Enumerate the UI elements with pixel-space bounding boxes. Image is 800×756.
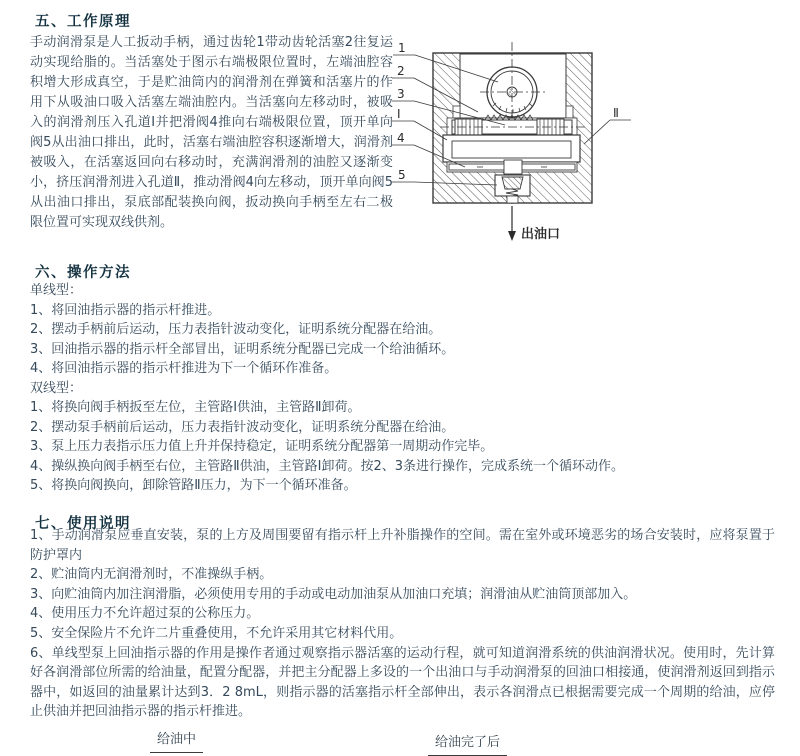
section6-heading: 六、操作方法 (35, 265, 131, 281)
usage-item: 6、单线型泵上回油指示器的作用是操作者通过观察指示器活塞的运动行程，就可知道润滑系统的供油润滑状况。使用时，先计算好各润滑部位所需的给油量，配置分配器，并把主分配器上多设的一个出油口与手动润滑泵的回油口相接通，使润滑剂返回到指示器中，如返回的油量累计达到3．2 8mL，则指示器的活塞指示杆全部伸出，表示各润滑点已根据需要完成一个周期的给油，应停止供油并把回油指示器的指示杆推进。 (30, 645, 775, 720)
part-label-3: 3 (397, 87, 405, 101)
outlet-arrow-head (508, 231, 516, 241)
part-label-1: 1 (398, 41, 406, 55)
usage-item: 4、使用压力不允许超过泵的公称压力。 (30, 606, 260, 622)
outlet-passage (507, 196, 518, 203)
double-type-label: 双线型： (30, 380, 83, 396)
caption-oiling-finished: 给油完了后 (428, 731, 507, 756)
usage-item: 1、手动润滑泵应垂直安装，泵的上方及周围要留有指示杆上升补脂操作的空间。需在室外或环境恶劣的场合安装时，应将泵置于防护罩内 (30, 528, 775, 563)
usage-item: 2、贮油筒内无润滑剂时，不准操纵手柄。 (30, 567, 273, 583)
part-label-I: Ⅰ (397, 107, 401, 121)
outlet-label: 出油口 (521, 227, 561, 242)
single-item: 3、回油指示器的指示杆全部冒出，证明系统分配器已完成一个给油循环。 (30, 341, 455, 357)
slide-valve-center-block (504, 160, 522, 174)
section5-body: 手动润滑泵是人工扳动手柄，通过齿轮1带动齿轮活塞2往复运动实现给脂的。当活塞处于图示右端极限位置时，左端油腔容积增大形成真空，于是贮油筒内的润滑剂在弹簧和活塞片的作用下从吸油口吸入活塞左端油腔内。当活塞向左移动时，被吸入的润滑剂压入孔道Ⅰ并把滑阀4推向右端极限位置，顶开单向阀5从出油口排出，此时，活塞右端油腔容积逐渐增大，润滑剂被吸入，在活塞返回向右移动时，充满润滑剂的油腔又逐渐变小，挤压润滑剂进入孔道Ⅱ，推动滑阀4向左移动，顶开单向阀5从出油口排出，泵底部配装换向阀，扳动换向手柄至左右二极限位置可实现双线供剂。 (30, 35, 393, 230)
usage-item: 5、安全保险片不允许二片重叠使用，不允许采用其它材料代用。 (30, 625, 403, 641)
double-item: 1、将换向阀手柄扳至左位，主管路Ⅰ供油，主管路Ⅱ卸荷。 (30, 400, 361, 415)
single-item: 1、将回油指示器的指示杆推进。 (30, 302, 221, 318)
section7-heading: 七、使用说明 (35, 516, 131, 532)
pump-cross-section-diagram (385, 38, 650, 250)
single-type-label: 单线型： (30, 283, 83, 298)
part-label-II: Ⅱ (613, 106, 619, 120)
part-label-4: 4 (397, 131, 405, 145)
cavity-step-right (566, 106, 573, 118)
double-item: 2、摆动泵手柄前后运动，压力表指针波动变化，证明系统分配器在给油。 (30, 419, 455, 435)
double-item: 4、操纵换向阀手柄至右位，主管路Ⅱ供油，主管路Ⅰ卸荷。按2、3条进行操作，完成系统一个循环动作。 (30, 458, 625, 474)
single-item: 4、将回油指示器的指示杆推进为下一个循环作准备。 (30, 361, 338, 376)
caption-oiling-in-progress: 给油中 (150, 728, 203, 753)
double-item: 3、泵上压力表指示压力值上升并保持稳定，证明系统分配器第一周期动作完毕。 (30, 439, 494, 454)
section7-list (30, 526, 775, 722)
oil-channel-inner (452, 141, 571, 158)
check-valve-plug (502, 177, 523, 189)
usage-item: 3、向贮油筒内加注润滑脂，必须使用专用的手动或电动加油泵从加油口充填；润滑油从贮油筒顶部加入。 (30, 586, 637, 602)
section6-list (30, 281, 790, 496)
double-item: 5、将换向阀换向，卸除管路Ⅱ压力，为下一个循环准备。 (30, 478, 357, 493)
single-item: 2、摆动手柄前后运动，压力表指针波动变化，证明系统分配器在给油。 (30, 322, 442, 337)
section5-heading: 五、工作原理 (35, 14, 131, 30)
part-label-2: 2 (397, 64, 405, 78)
part-label-5: 5 (398, 168, 406, 182)
